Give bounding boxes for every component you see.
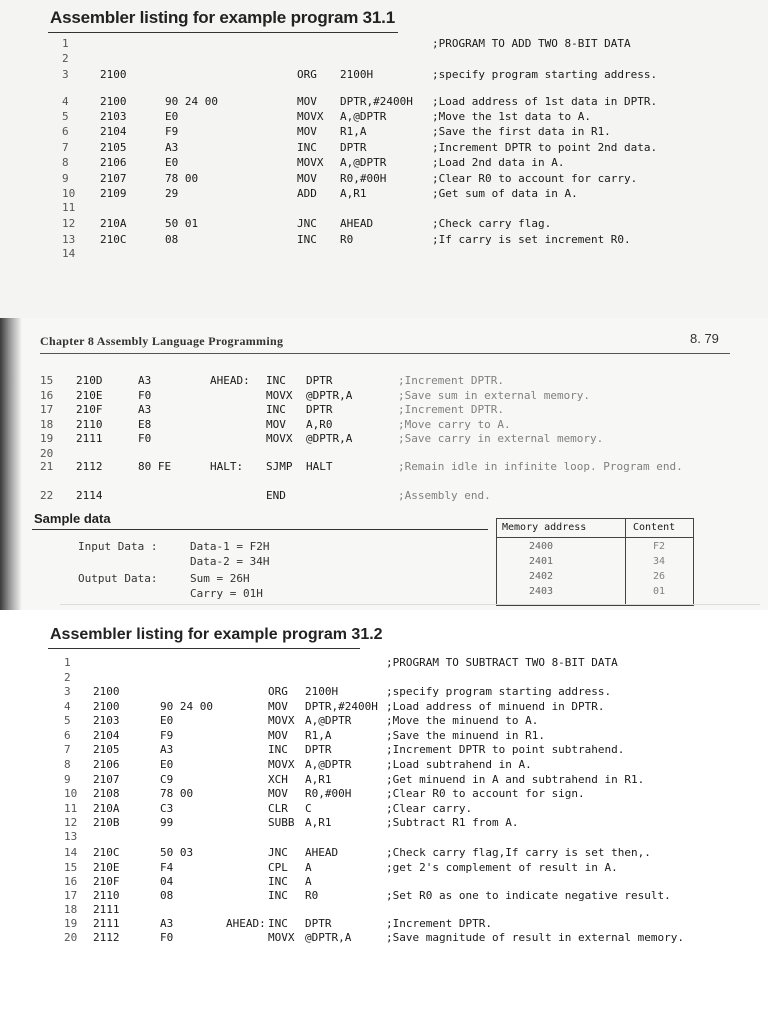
- comment: ;Move the minuend to A.: [386, 714, 539, 727]
- line-number: 10: [64, 787, 78, 800]
- listing-line: [0, 889, 768, 903]
- line-number: 20: [40, 447, 54, 460]
- comment: ;Assembly end.: [398, 489, 491, 502]
- listing-line: [0, 247, 768, 261]
- line-number: 9: [64, 773, 71, 786]
- address: 2111: [93, 903, 120, 916]
- address: 210B: [93, 816, 120, 829]
- comment: ;Set R0 as one to indicate negative result.: [386, 889, 671, 902]
- mnemonic: INC: [266, 403, 286, 416]
- operand: R0,#00H: [305, 787, 352, 800]
- listing-title-31-1: Assembler listing for example program 31.1: [50, 8, 395, 27]
- mnemonic: JNC: [268, 846, 288, 859]
- listing-line: [0, 403, 768, 417]
- listing-line: [0, 217, 768, 231]
- listing-line: [0, 700, 768, 714]
- opcode: 90 24 00: [160, 700, 213, 713]
- listing-title-31-2: Assembler listing for example program 31.2: [50, 626, 383, 643]
- listing-line: [0, 201, 768, 215]
- opcode: E0: [165, 156, 179, 169]
- label: AHEAD:: [226, 917, 266, 930]
- comment: ;Move the 1st data to A.: [432, 110, 591, 123]
- opcode: A3: [160, 917, 174, 930]
- opcode: E8: [138, 418, 152, 431]
- listing-line: [0, 671, 768, 685]
- sample-data-heading: Sample data: [34, 511, 111, 526]
- operand: DPTR: [305, 917, 332, 930]
- listing-line: [0, 233, 768, 247]
- comment: ;PROGRAM TO SUBTRACT TWO 8-BIT DATA: [386, 656, 618, 669]
- line-number: 3: [62, 68, 69, 81]
- opcode: F0: [160, 931, 174, 944]
- mnemonic: MOVX: [266, 432, 293, 445]
- table-row-address: 2401: [529, 556, 554, 567]
- comment: ;Save carry in external memory.: [398, 432, 604, 445]
- address: 210A: [93, 802, 120, 815]
- comment: ;Increment DPTR to point subtrahend.: [386, 743, 625, 756]
- table-row-address: 2400: [529, 541, 554, 552]
- listing-line: [0, 52, 768, 66]
- comment: ;If carry is set increment R0.: [432, 233, 631, 246]
- comment: ;Get sum of data in A.: [432, 187, 578, 200]
- operand: 2100H: [305, 685, 339, 698]
- line-number: 19: [40, 432, 54, 445]
- listing-line: [0, 802, 768, 816]
- mnemonic: MOV: [268, 787, 288, 800]
- line-number: 18: [64, 903, 78, 916]
- mnemonic: INC: [268, 889, 288, 902]
- sample-data-rule: [32, 529, 488, 530]
- address: 2107: [100, 172, 127, 185]
- line-number: 1: [64, 656, 71, 669]
- line-number: 4: [64, 700, 71, 713]
- listing-line: [0, 931, 768, 945]
- line-number: 14: [62, 247, 76, 260]
- opcode: C9: [160, 773, 174, 786]
- comment: ;specify program starting address.: [432, 68, 658, 81]
- comment: ;Get minuend in A and subtrahend in R1.: [386, 773, 645, 786]
- address: 2100: [93, 700, 120, 713]
- mnemonic: INC: [297, 233, 317, 246]
- line-number: 8: [62, 156, 69, 169]
- opcode: F0: [138, 389, 152, 402]
- listing-line: [0, 861, 768, 875]
- address: 2104: [100, 125, 127, 138]
- opcode: 50 03: [160, 846, 194, 859]
- mnemonic: SUBB: [268, 816, 295, 829]
- operand: A,@DPTR: [340, 156, 387, 169]
- line-number: 10: [62, 187, 76, 200]
- input-data-1: Data-1 = F2H: [190, 540, 270, 553]
- comment: ;Check carry flag.: [432, 217, 552, 230]
- operand: DPTR: [306, 403, 333, 416]
- listing-line: [0, 903, 768, 917]
- opcode: 90 24 00: [165, 95, 218, 108]
- comment: ;Save the minuend in R1.: [386, 729, 545, 742]
- address: 2108: [93, 787, 120, 800]
- address: 2110: [93, 889, 120, 902]
- opcode: 29: [165, 187, 179, 200]
- comment: ;Move carry to A.: [398, 418, 511, 431]
- table-row-content: 34: [653, 556, 666, 567]
- line-number: 9: [62, 172, 69, 185]
- opcode: F4: [160, 861, 174, 874]
- line-number: 2: [64, 671, 71, 684]
- line-number: 12: [62, 217, 76, 230]
- line-number: 3: [64, 685, 71, 698]
- line-number: 1: [62, 37, 69, 50]
- listing-line: [0, 68, 768, 82]
- comment: ;Increment DPTR to point 2nd data.: [432, 141, 658, 154]
- comment: ;Load subtrahend in A.: [386, 758, 532, 771]
- line-number: 14: [64, 846, 78, 859]
- comment: ;Increment DPTR.: [398, 374, 504, 387]
- mnemonic: CLR: [268, 802, 288, 815]
- line-number: 5: [64, 714, 71, 727]
- line-number: 8: [64, 758, 71, 771]
- mnemonic: MOV: [268, 729, 288, 742]
- address: 210F: [76, 403, 103, 416]
- comment: ;Clear carry.: [386, 802, 473, 815]
- mnemonic: MOVX: [297, 156, 324, 169]
- address: 210E: [76, 389, 103, 402]
- comment: ;Load address of minuend in DPTR.: [386, 700, 605, 713]
- output-carry: Carry = 01H: [190, 587, 263, 600]
- line-number: 17: [64, 889, 78, 902]
- address: 210A: [100, 217, 127, 230]
- mnemonic: ADD: [297, 187, 317, 200]
- line-number: 5: [62, 110, 69, 123]
- mnemonic: MOVX: [297, 110, 324, 123]
- table-row-content: 26: [653, 571, 666, 582]
- opcode: 50 01: [165, 217, 199, 230]
- operand: DPTR: [305, 743, 332, 756]
- opcode: E0: [160, 714, 174, 727]
- address: 210E: [93, 861, 120, 874]
- listing-line: [0, 110, 768, 124]
- address: 210F: [93, 875, 120, 888]
- listing-line: [0, 685, 768, 699]
- line-number: 17: [40, 403, 54, 416]
- line-number: 6: [62, 125, 69, 138]
- opcode: F0: [138, 432, 152, 445]
- listing-line: [0, 816, 768, 830]
- listing-line: [0, 141, 768, 155]
- opcode: E0: [160, 758, 174, 771]
- opcode: A3: [138, 374, 152, 387]
- mnemonic: INC: [266, 374, 286, 387]
- listing-line: [0, 156, 768, 170]
- line-number: 13: [62, 233, 76, 246]
- mnemonic: ORG: [268, 685, 288, 698]
- table-row-address: 2403: [529, 586, 554, 597]
- line-number: 15: [64, 861, 78, 874]
- comment: ;specify program starting address.: [386, 685, 612, 698]
- address: 2105: [100, 141, 127, 154]
- chapter-header-rule: [40, 353, 730, 354]
- operand: A,R1: [305, 816, 332, 829]
- listing-line: [0, 172, 768, 186]
- address: 2103: [100, 110, 127, 123]
- address: 2106: [93, 758, 120, 771]
- listing-line: [0, 37, 768, 51]
- listing-line: [0, 656, 768, 670]
- opcode: 08: [165, 233, 179, 246]
- operand: A,@DPTR: [305, 714, 352, 727]
- listing-line: [0, 125, 768, 139]
- address: 210D: [76, 374, 103, 387]
- line-number: 7: [64, 743, 71, 756]
- address: 2109: [100, 187, 127, 200]
- operand: HALT: [306, 460, 333, 473]
- mnemonic: JNC: [297, 217, 317, 230]
- mnemonic: MOVX: [268, 931, 295, 944]
- operand: AHEAD: [340, 217, 374, 230]
- listing-line: [0, 432, 768, 446]
- mnemonic: MOV: [268, 700, 288, 713]
- mnemonic: SJMP: [266, 460, 293, 473]
- opcode: 99: [160, 816, 174, 829]
- comment: ;Save magnitude of result in external memory.: [386, 931, 685, 944]
- operand: A: [305, 861, 312, 874]
- mnemonic: MOV: [297, 172, 317, 185]
- address: 2104: [93, 729, 120, 742]
- operand: R0: [305, 889, 319, 902]
- address: 2105: [93, 743, 120, 756]
- line-number: 15: [40, 374, 54, 387]
- line-number: 6: [64, 729, 71, 742]
- line-number: 2: [62, 52, 69, 65]
- comment: ;Clear R0 to account for sign.: [386, 787, 585, 800]
- listing-line: [0, 389, 768, 403]
- line-number: 11: [64, 802, 78, 815]
- operand: C: [305, 802, 312, 815]
- faded-bleedthrough-line: [60, 604, 760, 605]
- address: 2100: [100, 95, 127, 108]
- memory-table: [496, 518, 694, 606]
- table-row-content: 01: [653, 586, 666, 597]
- line-number: 16: [40, 389, 54, 402]
- line-number: 4: [62, 95, 69, 108]
- listing-line: [0, 773, 768, 787]
- listing-line: [0, 729, 768, 743]
- comment: ;get 2's complement of result in A.: [386, 861, 618, 874]
- listing-line: [0, 489, 768, 503]
- line-number: 13: [64, 830, 78, 843]
- opcode: F9: [165, 125, 179, 138]
- operand: A: [305, 875, 312, 888]
- mnemonic: MOV: [266, 418, 286, 431]
- opcode: 08: [160, 889, 174, 902]
- mnemonic: MOVX: [268, 758, 295, 771]
- address: 210C: [93, 846, 120, 859]
- opcode: 78 00: [160, 787, 194, 800]
- opcode: A3: [165, 141, 179, 154]
- output-sum: Sum = 26H: [190, 572, 250, 585]
- comment: ;Increment DPTR.: [386, 917, 492, 930]
- operand: A,@DPTR: [340, 110, 387, 123]
- listing-line: [0, 787, 768, 801]
- operand: A,R1: [340, 187, 367, 200]
- label: AHEAD:: [210, 374, 250, 387]
- operand: @DPTR,A: [306, 432, 353, 445]
- comment: ;Check carry flag,If carry is set then,.: [386, 846, 651, 859]
- memory-table-divider: [625, 519, 626, 605]
- chapter-header: Chapter 8 Assembly Language Programming: [40, 334, 284, 348]
- content-header: Content: [633, 522, 676, 533]
- comment: ;Load address of 1st data in DPTR.: [432, 95, 658, 108]
- address: 2112: [76, 460, 103, 473]
- operand: R0,#00H: [340, 172, 387, 185]
- operand: A,R1: [305, 773, 332, 786]
- listing-line: [0, 917, 768, 931]
- listing-line: [0, 374, 768, 388]
- input-data-label: Input Data :: [78, 540, 158, 553]
- address: 2106: [100, 156, 127, 169]
- listing-line: [0, 875, 768, 889]
- mnemonic: INC: [268, 743, 288, 756]
- listing-line: [0, 95, 768, 109]
- operand: DPTR,#2400H: [340, 95, 413, 108]
- opcode: A3: [160, 743, 174, 756]
- mnemonic: MOV: [297, 95, 317, 108]
- line-number: 21: [40, 460, 54, 473]
- input-data-2: Data-2 = 34H: [190, 555, 270, 568]
- comment: ;Increment DPTR.: [398, 403, 504, 416]
- address: 2103: [93, 714, 120, 727]
- line-number: 7: [62, 141, 69, 154]
- operand: R0: [340, 233, 354, 246]
- line-number: 12: [64, 816, 78, 829]
- title-underline: [48, 32, 398, 33]
- operand: R1,A: [340, 125, 367, 138]
- listing-line: [0, 187, 768, 201]
- line-number: 18: [40, 418, 54, 431]
- comment: ;Clear R0 to account for carry.: [432, 172, 638, 185]
- comment: ;Save sum in external memory.: [398, 389, 591, 402]
- listing-line: [0, 418, 768, 432]
- opcode: A3: [138, 403, 152, 416]
- table-row-content: F2: [653, 541, 666, 552]
- listing-section-31-1: [0, 0, 768, 318]
- address: 2110: [76, 418, 103, 431]
- mnemonic: XCH: [268, 773, 288, 786]
- comment: ;Subtract R1 from A.: [386, 816, 519, 829]
- mnemonic: INC: [268, 875, 288, 888]
- listing-line: [0, 714, 768, 728]
- page-number: 8. 79: [690, 331, 719, 346]
- comment: ;Save the first data in R1.: [432, 125, 611, 138]
- mnemonic: MOVX: [266, 389, 293, 402]
- opcode: E0: [165, 110, 179, 123]
- mnemonic: MOV: [297, 125, 317, 138]
- comment: ;Load 2nd data in A.: [432, 156, 565, 169]
- table-row-address: 2402: [529, 571, 554, 582]
- operand: A,@DPTR: [305, 758, 352, 771]
- address: 2111: [76, 432, 103, 445]
- listing-line: [0, 447, 768, 461]
- operand: AHEAD: [305, 846, 339, 859]
- address: 2111: [93, 917, 120, 930]
- listing-line: [0, 460, 768, 474]
- listing-line: [0, 830, 768, 844]
- operand: DPTR: [340, 141, 367, 154]
- listing-line: [0, 846, 768, 860]
- line-number: 16: [64, 875, 78, 888]
- memory-address-header: Memory address: [502, 522, 587, 533]
- operand: DPTR: [306, 374, 333, 387]
- line-number: 11: [62, 201, 76, 214]
- operand: R1,A: [305, 729, 332, 742]
- operand: @DPTR,A: [306, 389, 353, 402]
- mnemonic: CPL: [268, 861, 288, 874]
- address: 2107: [93, 773, 120, 786]
- opcode: C3: [160, 802, 174, 815]
- operand: DPTR,#2400H: [305, 700, 378, 713]
- address: 2112: [93, 931, 120, 944]
- label: HALT:: [210, 460, 244, 473]
- opcode: 78 00: [165, 172, 199, 185]
- address: 2100: [93, 685, 120, 698]
- opcode: F9: [160, 729, 174, 742]
- line-number: 22: [40, 489, 54, 502]
- operand: @DPTR,A: [305, 931, 352, 944]
- line-number: 19: [64, 917, 78, 930]
- listing-line: [0, 758, 768, 772]
- opcode: 04: [160, 875, 174, 888]
- address: 210C: [100, 233, 127, 246]
- mnemonic: INC: [268, 917, 288, 930]
- listing-line: [0, 743, 768, 757]
- comment: ;Remain idle in infinite loop. Program end.: [398, 460, 683, 473]
- line-number: 20: [64, 931, 78, 944]
- address: 2114: [76, 489, 103, 502]
- opcode: 80 FE: [138, 460, 172, 473]
- mnemonic: END: [266, 489, 286, 502]
- mnemonic: ORG: [297, 68, 317, 81]
- operand: A,R0: [306, 418, 333, 431]
- mnemonic: INC: [297, 141, 317, 154]
- output-data-label: Output Data:: [78, 572, 158, 585]
- operand: 2100H: [340, 68, 374, 81]
- mnemonic: MOVX: [268, 714, 295, 727]
- comment: ;PROGRAM TO ADD TWO 8-BIT DATA: [432, 37, 631, 50]
- address: 2100: [100, 68, 127, 81]
- title-underline: [48, 648, 360, 649]
